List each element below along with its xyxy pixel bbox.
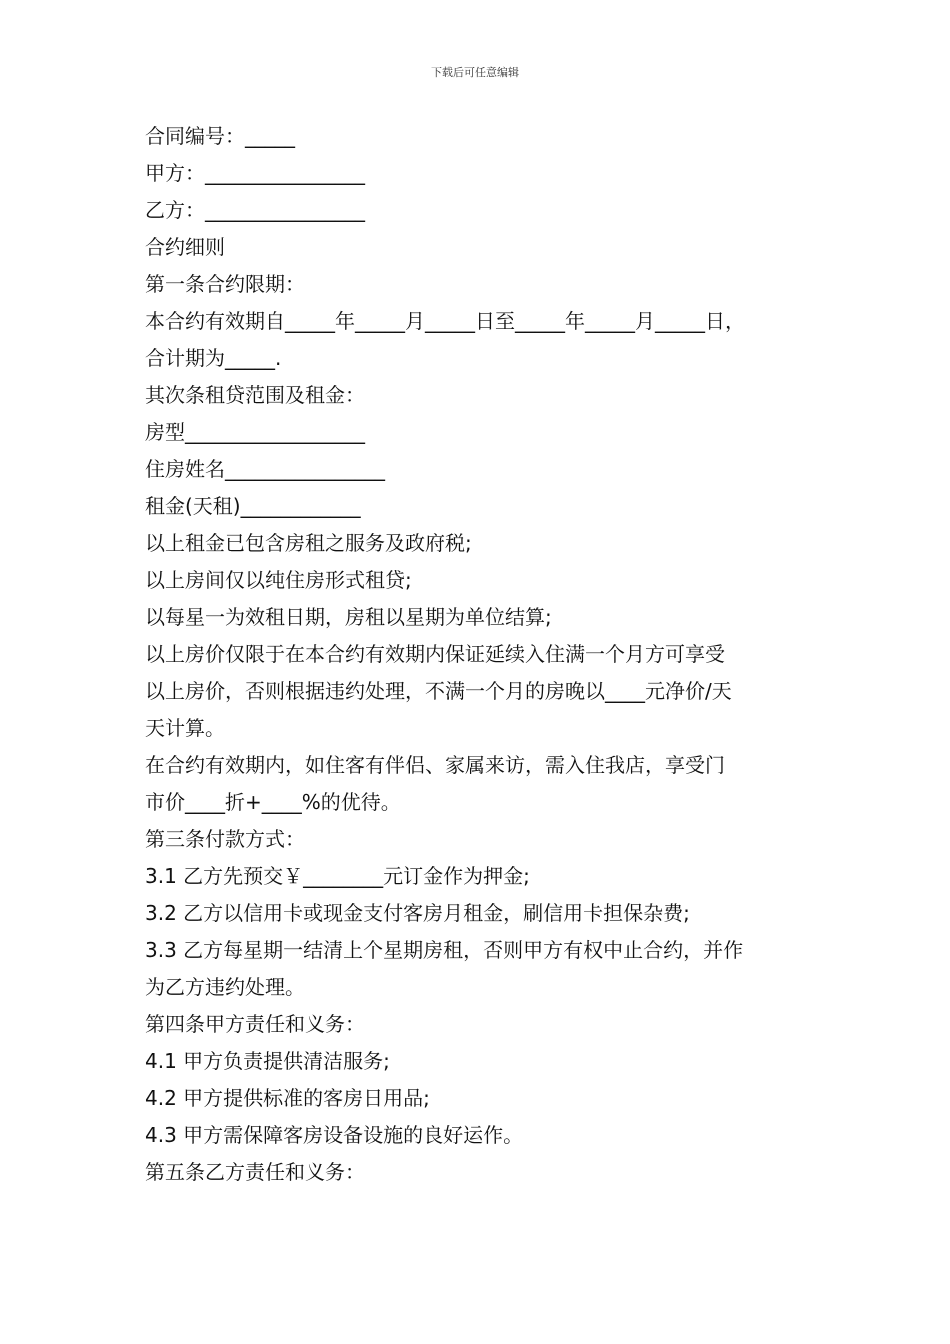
clause-3-1: 3.1 乙方先预交￥________元订金作为押金;: [145, 864, 530, 888]
visitor-discount-line-1: 在合约有效期内，如住客有伴侣、家属来访，需入住我店，享受门: [145, 753, 725, 777]
page-header-note: 下载后可任意编辑: [431, 66, 519, 79]
article-4-heading: 第四条甲方责任和义务：: [145, 1012, 365, 1036]
clause-4-3: 4.3 甲方需保障客房设备设施的良好运作。: [145, 1123, 524, 1147]
article-1-heading: 第一条合约限期：: [145, 272, 305, 296]
party-b-line: 乙方：________________: [145, 198, 365, 222]
total-period-line: 合计期为_____.: [145, 346, 282, 370]
price-condition-line-2: 以上房价，否则根据违约处理，不满一个月的房晚以____元净价/天: [145, 679, 732, 703]
contract-body: [145, 118, 835, 1191]
contract-terms-heading: 合约细则: [145, 235, 225, 259]
party-a-line: 甲方：________________: [145, 161, 365, 185]
validity-period-line: 本合约有效期自_____年_____月_____日至_____年_____月_____日，: [145, 309, 745, 333]
article-2-heading: 其次条租贷范围及租金：: [145, 383, 365, 407]
clause-3-3-line-1: 3.3 乙方每星期一结清上个星期房租，否则甲方有权中止合约，并作: [145, 938, 744, 962]
clause-4-2: 4.2 甲方提供标准的客房日用品;: [145, 1086, 430, 1110]
article-3-heading: 第三条付款方式：: [145, 827, 305, 851]
price-condition-line-1: 以上房价仅限于在本合约有效期内保证延续入住满一个月方可享受: [145, 642, 725, 666]
daily-rent-line: 租金(天租)____________: [145, 494, 361, 518]
rent-form-line: 以上房间仅以纯住房形式租贷;: [145, 568, 412, 592]
article-5-heading: 第五条乙方责任和义务：: [145, 1160, 365, 1184]
settlement-line: 以每星一为效租日期，房租以星期为单位结算;: [145, 605, 552, 629]
price-condition-line-3: 天计算。: [145, 716, 225, 740]
contract-number-line: 合同编号：_____: [145, 124, 295, 148]
clause-3-2: 3.2 乙方以信用卡或现金支付客房月租金，刷信用卡担保杂费;: [145, 901, 690, 925]
clause-4-1: 4.1 甲方负责提供清洁服务;: [145, 1049, 390, 1073]
clause-3-3-line-2: 为乙方违约处理。: [145, 975, 305, 999]
visitor-discount-line-2: 市价____折+____%的优待。: [145, 790, 401, 814]
resident-name-line: 住房姓名________________: [145, 457, 385, 481]
room-type-line: 房型__________________: [145, 420, 365, 444]
rent-includes-line: 以上租金已包含房租之服务及政府税;: [145, 531, 472, 555]
